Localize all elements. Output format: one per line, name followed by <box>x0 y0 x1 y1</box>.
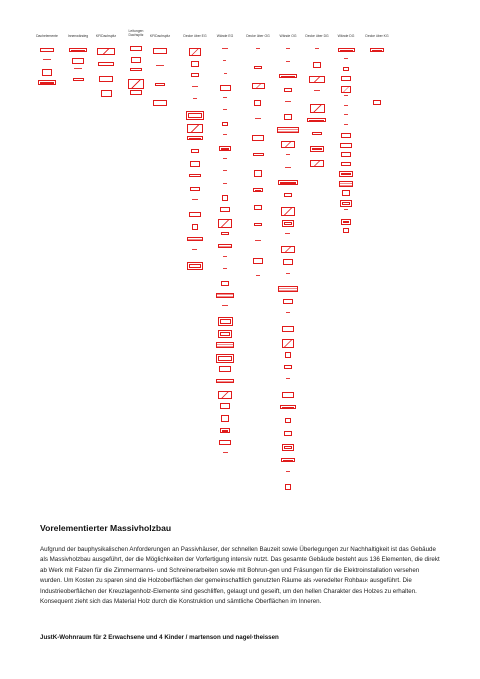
section-title: Vorelementierter Massivholzbau <box>40 523 172 533</box>
building-element <box>189 48 201 56</box>
building-element <box>370 48 383 52</box>
building-element <box>218 317 233 326</box>
building-element <box>341 152 351 157</box>
building-element <box>284 114 291 120</box>
building-element <box>310 146 324 152</box>
building-element <box>256 275 260 276</box>
column-heading: Wände EG <box>216 34 234 38</box>
building-element <box>43 59 51 60</box>
column-heading: Wände DG <box>337 34 355 38</box>
building-element <box>130 90 141 95</box>
building-element <box>286 471 291 472</box>
building-element <box>223 97 228 98</box>
building-element <box>221 281 229 286</box>
building-element <box>153 100 167 106</box>
building-element <box>153 48 168 54</box>
building-element <box>309 76 324 83</box>
building-element <box>221 232 229 235</box>
building-element <box>252 135 263 140</box>
building-element <box>224 73 227 74</box>
building-element <box>193 98 197 99</box>
building-element <box>343 67 349 71</box>
building-element <box>286 61 289 62</box>
building-element <box>223 170 227 171</box>
building-element <box>285 233 290 234</box>
building-element <box>310 104 325 113</box>
building-element <box>285 101 290 102</box>
building-element <box>282 444 294 451</box>
building-element <box>254 223 262 226</box>
building-element <box>286 378 290 379</box>
building-element <box>286 312 289 313</box>
building-element <box>222 195 228 201</box>
building-element <box>218 391 231 400</box>
building-element <box>281 458 296 463</box>
building-element <box>223 268 228 269</box>
building-element <box>130 46 141 51</box>
building-element <box>219 440 231 446</box>
building-element <box>254 100 261 106</box>
building-element <box>281 207 295 216</box>
building-element <box>222 305 228 306</box>
building-element <box>254 170 263 177</box>
building-element <box>344 209 348 210</box>
project-caption: JustK-Wohnraum für 2 Erwachsene und 4 Kinder / martenson und nagel·theissen <box>40 634 279 641</box>
building-element <box>286 273 290 274</box>
building-element <box>187 124 202 133</box>
building-element <box>219 366 231 372</box>
building-element <box>339 171 353 177</box>
building-element <box>253 153 264 157</box>
building-element <box>218 219 232 228</box>
column-heading: Decke über EG <box>183 34 207 38</box>
building-element <box>285 484 291 490</box>
building-element <box>190 187 200 192</box>
building-element <box>216 354 234 363</box>
building-element <box>131 57 142 63</box>
building-element <box>155 83 166 86</box>
building-element <box>222 48 228 49</box>
building-element <box>282 220 295 227</box>
building-element <box>340 143 351 149</box>
column-heading: Decke über OG <box>246 34 270 38</box>
building-element <box>223 183 227 184</box>
building-element <box>341 162 352 166</box>
building-element <box>285 352 292 359</box>
building-element <box>315 48 318 49</box>
column-heading: Leitungen Dachspitz <box>128 29 144 37</box>
building-element <box>253 258 262 265</box>
building-element <box>252 83 265 89</box>
building-element <box>284 193 292 197</box>
building-element <box>187 237 203 241</box>
building-element <box>285 167 290 168</box>
building-element <box>341 133 352 138</box>
building-element <box>218 244 233 248</box>
building-element <box>343 228 349 233</box>
building-element <box>312 132 322 135</box>
building-element <box>128 79 143 89</box>
building-element <box>253 188 264 193</box>
building-element <box>38 80 56 85</box>
building-element <box>192 249 197 250</box>
building-element <box>342 190 349 196</box>
building-element <box>255 118 260 119</box>
building-element <box>73 78 84 81</box>
building-element <box>192 199 198 200</box>
building-element <box>256 48 260 49</box>
building-element <box>282 392 294 398</box>
building-element <box>223 452 228 453</box>
building-element <box>223 256 227 257</box>
building-element <box>279 74 298 78</box>
building-element <box>314 90 320 91</box>
building-element <box>284 365 292 369</box>
building-element <box>69 48 87 52</box>
building-element <box>223 158 228 159</box>
building-element <box>310 160 324 167</box>
building-element <box>286 154 290 155</box>
building-element <box>186 111 205 120</box>
building-element <box>191 73 200 77</box>
building-element <box>223 60 226 61</box>
building-element <box>222 122 228 126</box>
building-element <box>255 240 260 241</box>
building-element <box>339 181 354 187</box>
building-element <box>190 161 200 167</box>
building-element <box>218 330 233 339</box>
building-element <box>344 124 348 125</box>
building-element <box>254 66 262 69</box>
column-heading: Wände OG <box>279 34 297 38</box>
building-element <box>281 246 295 253</box>
building-element <box>344 58 347 59</box>
building-element <box>282 326 294 332</box>
building-element <box>313 62 322 68</box>
building-element <box>341 219 352 225</box>
building-element <box>220 428 231 434</box>
building-element <box>191 61 200 67</box>
column-heading: KFIDachspitz <box>149 34 171 38</box>
body-paragraph: Aufgrund der bauphysikalischen Anforderungen an Passivhäuser, der schnellen Bauzeit sowie Überlegungen zur Nachhaltigkeit ist das Gebäude als Massivholzbau ausgeführt, der die Möglichkeiten der Vorfertigung intensiv nutzt. Das gesamte Gebäude besteht aus 136 Elementen, die direkt ab Werk mit Falzen für die Zimmermanns- und Schreinerarbeiten sowie mit Bohrun-gen und Fräsungen für die Elektroinstallation versehen wurden. Um Kosten zu sparen sind die Holzoberflächen der gemeinschaftlich genutzten Räume als ›veredelter Rohbau‹ ausgeführt. Die Industrieoberflächen der Kreuzlagenholz-Elemente sind geschliffen, gelaugt und geseift, um den hellen Charakter des Holzes zu erhalten. Konsequent zieht sich das Material Holz durch die Konstruktion und sämtliche Oberflächen im Inneren. <box>40 546 440 606</box>
building-element <box>254 205 262 210</box>
building-element <box>223 134 227 135</box>
building-element <box>285 418 292 423</box>
building-element <box>72 58 83 64</box>
building-element <box>281 141 296 149</box>
building-element <box>219 146 230 151</box>
building-element <box>216 379 234 383</box>
column-heading: Decke über DG <box>305 34 329 38</box>
building-element <box>340 200 352 208</box>
column-heading: Decke über KG <box>365 34 389 38</box>
building-element <box>344 114 348 115</box>
building-element <box>98 62 114 66</box>
building-element <box>74 68 83 69</box>
building-element <box>344 95 347 96</box>
building-element <box>40 48 53 52</box>
building-element <box>282 339 295 349</box>
building-element <box>307 118 326 122</box>
building-element <box>130 68 142 71</box>
building-element <box>338 48 355 52</box>
building-element <box>191 149 199 153</box>
building-element <box>278 286 298 292</box>
building-element <box>42 69 53 76</box>
building-element <box>286 48 290 49</box>
building-element <box>223 109 227 110</box>
building-element <box>156 65 164 66</box>
building-element <box>280 405 295 409</box>
building-element <box>344 105 348 106</box>
building-element <box>220 403 231 409</box>
building-element <box>99 76 112 82</box>
building-element <box>221 415 230 422</box>
building-element <box>284 431 292 436</box>
building-element <box>341 76 350 81</box>
building-element <box>187 262 204 270</box>
building-element <box>284 88 292 92</box>
column-heading: Dachelemente <box>36 34 58 38</box>
building-element <box>101 90 112 97</box>
column-heading: KFIDachspitz <box>95 34 117 38</box>
building-element <box>220 85 231 91</box>
building-element <box>192 224 199 230</box>
building-element <box>220 207 230 211</box>
building-element <box>192 86 197 87</box>
building-element <box>97 48 115 55</box>
building-element <box>189 212 200 217</box>
building-element <box>189 174 201 177</box>
building-element <box>283 259 292 264</box>
building-element <box>216 342 233 348</box>
building-element <box>278 180 298 185</box>
building-element <box>187 136 203 140</box>
column-heading: Innenwändeg <box>67 34 89 38</box>
building-element <box>373 100 382 105</box>
building-element <box>216 293 234 299</box>
building-element <box>283 299 293 304</box>
building-element <box>277 127 299 133</box>
building-element <box>341 86 352 93</box>
